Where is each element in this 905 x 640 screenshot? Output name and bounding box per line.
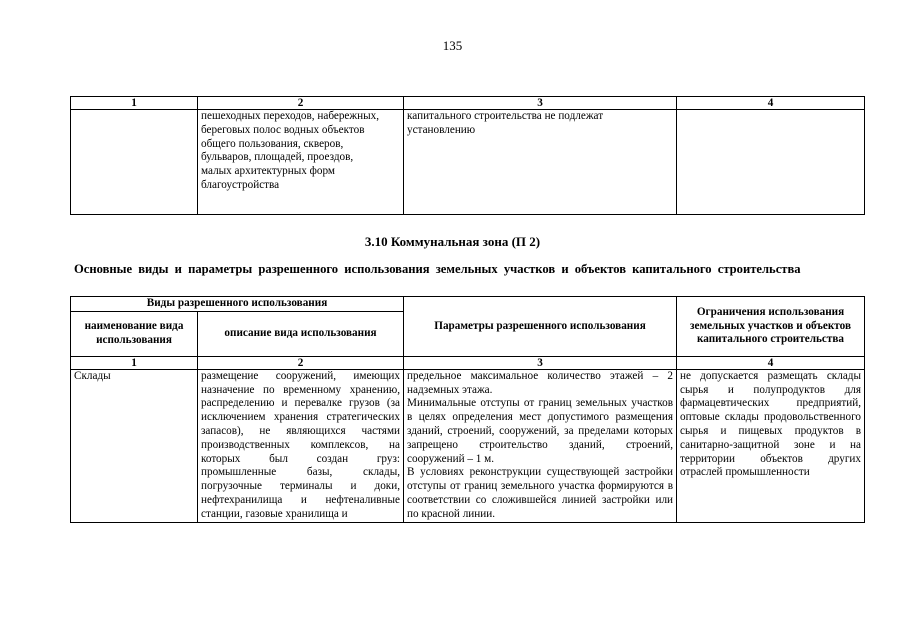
column-number-row <box>71 97 865 110</box>
column-number: 3 <box>404 356 677 369</box>
parameter-paragraph: В условиях реконструкции существующей застройки отступы от границ земельного участка формируются в соответствии со сложившейся линией застройки или по красной линии. <box>407 466 674 520</box>
column-number: 1 <box>71 97 198 110</box>
column-number: 3 <box>404 97 677 110</box>
cell-description: размещение сооружений, имеющих назначение по временному хранению, распределению и перевалке грузов (за исключением хранения стратегических запасов), не являющихся частями производственных комплексов, на которых был создан груз: промышленные базы, склады, погрузочные терминалы и доки, нефтехранилища и нефтеналивные станции, газовые хранилища и <box>198 369 404 522</box>
header-uses-group: Виды разрешенного использования <box>71 297 404 312</box>
column-number: 2 <box>198 97 404 110</box>
table-row <box>71 369 865 522</box>
page-number: 135 <box>442 38 463 53</box>
header-parameters: Параметры разрешенного использования <box>404 297 677 357</box>
parameter-paragraph: Минимальные отступы от границ земельных участков в целях определения мест допустимого размещения зданий, строений, сооружений, за пределами которых запрещено строительство зданий, строений, сооружений – 1 м. <box>407 397 674 465</box>
zone-table <box>70 296 865 523</box>
header-row <box>71 297 865 312</box>
cell-restrictions: не допускается размещать склады сырья и полупродуктов для фармацевтических предприятий, оптовые склады продовольственного сырья и пищевых продуктов в санитарно-защитной зоне и на территории объектов других отраслей промышленности <box>677 369 865 522</box>
header-name: наименование вида использования <box>71 311 198 356</box>
column-number: 4 <box>677 356 865 369</box>
continued-table <box>70 96 865 215</box>
column-number: 4 <box>677 97 865 110</box>
section-title: 3.10 Коммунальная зона (П 2) <box>364 234 541 249</box>
cell-name <box>71 110 198 215</box>
column-number: 2 <box>198 356 404 369</box>
table-row <box>71 110 865 215</box>
header-description: описание вида использования <box>198 311 404 356</box>
parameter-paragraph: предельное максимальное количество этажей – 2 надземных этажа. <box>407 369 674 396</box>
block-title: Основные виды и параметры разрешенного использования земельных участков и объектов капитального строительства <box>74 262 801 276</box>
column-number-row <box>71 356 865 369</box>
cell-name: Склады <box>71 369 198 522</box>
cell-parameters <box>404 369 677 522</box>
cell-parameters: капитального строительства не подлежат установлению <box>404 110 677 215</box>
cell-description: пешеходных переходов, набережных, береговых полос водных объектов общего пользования, скверов, бульваров, площадей, проездов, малых архитектурных форм благоустройства <box>198 110 404 215</box>
header-restrictions: Ограничения использования земельных участков и объектов капитального строительства <box>677 297 865 357</box>
column-number: 1 <box>71 356 198 369</box>
cell-restrictions <box>677 110 865 215</box>
